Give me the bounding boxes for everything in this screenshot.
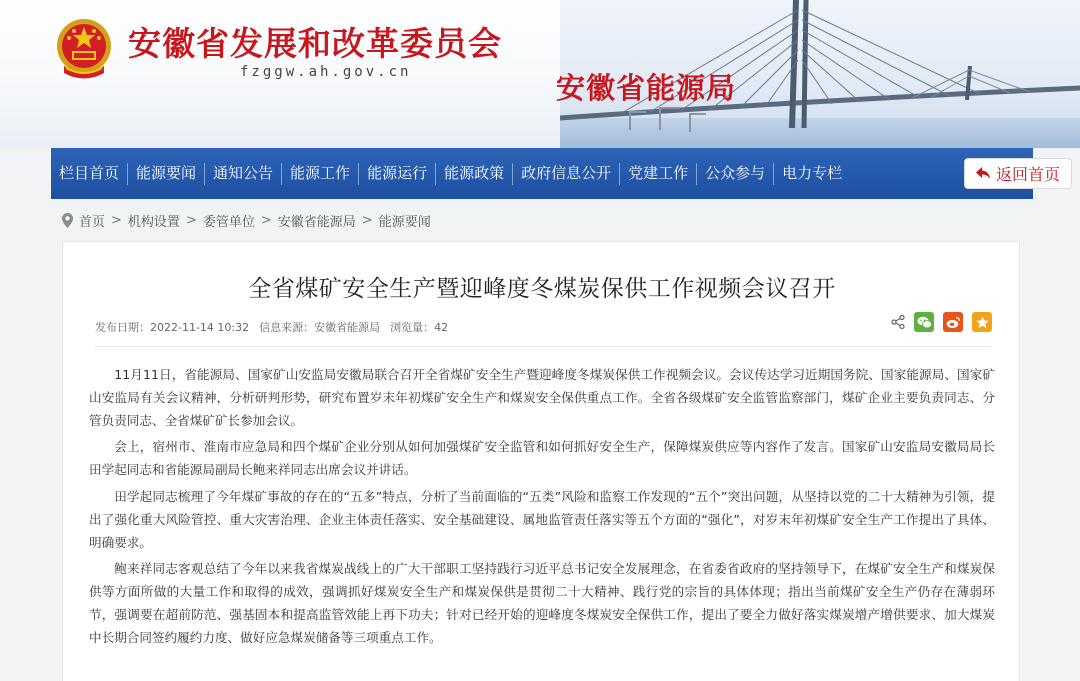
share-bar bbox=[891, 312, 992, 332]
wechat-share-button[interactable] bbox=[914, 312, 934, 332]
breadcrumb-separator: > bbox=[111, 212, 122, 228]
breadcrumb-energy-bureau[interactable]: 安徽省能源局 bbox=[277, 214, 356, 230]
site-title: 安徽省发展和改革委员会 bbox=[128, 24, 502, 63]
info-source: 信息来源：安徽省能源局 bbox=[259, 321, 381, 334]
nav-item-energy-policy[interactable]: 能源政策 bbox=[444, 164, 505, 182]
nav-item-notices[interactable]: 通知公告 bbox=[213, 164, 274, 182]
nav-item-party-work[interactable]: 党建工作 bbox=[628, 164, 689, 182]
weibo-icon bbox=[946, 316, 961, 329]
publish-date: 发布日期：2022-11-14 10:32 bbox=[95, 321, 250, 334]
article-body bbox=[89, 364, 995, 654]
nav-item-power-column[interactable]: 电力专栏 bbox=[782, 164, 843, 182]
weibo-share-button[interactable] bbox=[943, 312, 963, 332]
nav-item-energy-work[interactable]: 能源工作 bbox=[290, 164, 351, 182]
share-icon[interactable] bbox=[891, 315, 905, 329]
back-home-label: 返回首页 bbox=[995, 165, 1060, 184]
nav-item-public-participation[interactable]: 公众参与 bbox=[705, 164, 766, 182]
site-domain: fzggw.ah.gov.cn bbox=[240, 64, 412, 80]
favorite-button[interactable] bbox=[972, 312, 992, 332]
breadcrumb-home[interactable]: 首页 bbox=[79, 214, 106, 230]
article-paragraph: 鲍来祥同志客观总结了今年以来我省煤炭战线上的广大干部职工坚持践行习近平总书记安全发展理念，在省委省政府的坚持领导下，在煤矿安全生产和煤炭保供等方面所做的大量工作和取得的成效，强调抓好煤炭安全生产和煤炭保供是贯彻二十大精神、践行党的宗旨的具体体现；指出当前煤矿安全生产仍存在薄弱环节，强调要在超前防范、强基固本和提高监管效能上再下功夫；针对已经开始的迎峰度冬煤炭安全保供工作，提出了要全力做好落实煤炭增产增供要求、加大煤炭中长期合同签约履约力度、做好应急煤炭储备等三项重点工作。 bbox=[89, 561, 995, 645]
article-title: 全省煤矿安全生产暨迎峰度冬煤炭保供工作视频会议召开 bbox=[248, 276, 836, 302]
breadcrumb-energy-news[interactable]: 能源要闻 bbox=[378, 214, 431, 230]
national-emblem-icon bbox=[52, 16, 116, 82]
location-pin-icon bbox=[62, 213, 73, 228]
title-divider bbox=[95, 346, 991, 347]
wechat-icon bbox=[917, 316, 932, 329]
breadcrumb-units[interactable]: 委管单位 bbox=[202, 214, 255, 230]
article-meta bbox=[95, 319, 458, 335]
back-arrow-icon bbox=[976, 167, 991, 180]
breadcrumb-separator: > bbox=[361, 212, 373, 228]
main-nav bbox=[51, 148, 1060, 199]
back-home-button[interactable] bbox=[964, 158, 1072, 189]
breadcrumb-org[interactable]: 机构设置 bbox=[127, 214, 180, 230]
breadcrumb-separator: > bbox=[260, 212, 272, 228]
sub-title: 安徽省能源局 bbox=[556, 71, 737, 105]
article-paragraph: 11月11日，省能源局、国家矿山安监局安徽局联合召开全省煤矿安全生产暨迎峰度冬煤炭保供工作视频会议。会议传达学习近期国务院、国家能源局、国家矿山安监局有关会议精神，分析研判形势，研究布置岁末年初煤矿安全生产和煤炭安全保供重点工作。全省各级煤矿安全监管监察部门，煤矿企业主要负责同志、分管负责同志、全省煤矿矿长参加会议。 bbox=[89, 367, 995, 428]
article-paragraph: 田学起同志梳理了今年煤矿事故的存在的“五多”特点，分析了当前面临的“五类”风险和监察工作发现的“五个”突出问题，从坚持以党的二十大精神为引领，提出了强化重大风险管控、重大灾害治理、企业主体责任落实、安全基础建设、属地监管责任落实等五个方面的“强化”，对岁末年初煤矿安全生产工作提出了具体、明确要求。 bbox=[89, 488, 995, 550]
site-header bbox=[0, 0, 1080, 148]
favorite-star-icon bbox=[976, 316, 989, 329]
article-panel bbox=[62, 241, 1020, 681]
breadcrumb-separator: > bbox=[185, 212, 197, 228]
nav-item-energy-operation[interactable]: 能源运行 bbox=[367, 164, 428, 182]
view-count: 浏览量：42 bbox=[390, 321, 449, 334]
nav-item-energy-news[interactable]: 能源要闻 bbox=[136, 164, 197, 182]
breadcrumb bbox=[62, 211, 431, 229]
nav-item-home[interactable]: 栏目首页 bbox=[59, 164, 120, 182]
article-paragraph: 会上，宿州市、淮南市应急局和四个煤矿企业分别从如何加强煤矿安全监管和如何抓好安全生产，保障煤炭供应等内容作了发言。国家矿山安监局安徽局局长田学起同志和省能源局副局长鲍来祥同志出席会议并讲话。 bbox=[89, 439, 995, 478]
nav-item-gov-info[interactable]: 政府信息公开 bbox=[521, 164, 612, 182]
